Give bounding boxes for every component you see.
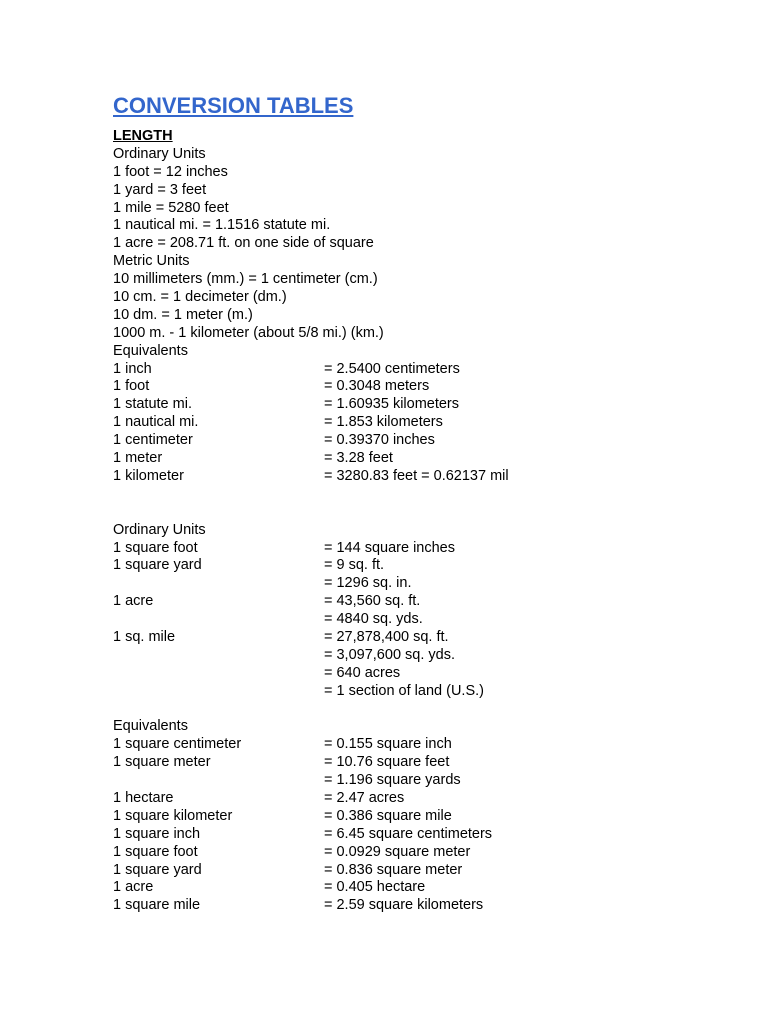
spacer [113, 486, 733, 522]
area-equivalent-value: = 1.196 square yards [324, 772, 461, 789]
table-row [113, 557, 733, 575]
table-row [113, 593, 733, 611]
equivalent-value: = 3280.83 feet = 0.62137 mil [324, 467, 509, 484]
length-heading: LENGTH [113, 128, 173, 144]
area-unit: 1 square yard [113, 557, 202, 574]
length-ordinary-unit: 1 yard = 3 feet [113, 181, 207, 198]
table-row [113, 361, 733, 379]
table-row [113, 879, 733, 897]
table-row [113, 540, 733, 558]
length-metric-units-label: Metric Units [113, 253, 190, 270]
table-row [113, 772, 733, 790]
length-metric-unit: 1000 m. - 1 kilometer (about 5/8 mi.) (km.) [113, 324, 384, 341]
area-equivalent-unit: 1 square centimeter [113, 736, 242, 753]
table-row [113, 468, 733, 486]
area-equivalent-unit: 1 square inch [113, 825, 201, 842]
length-equivalents-label: Equivalents [113, 342, 188, 359]
table-row [113, 790, 733, 808]
area-equivalent-value: = 2.59 square kilometers [324, 897, 484, 914]
table-row [113, 647, 733, 665]
area-value: = 144 square inches [324, 539, 455, 556]
spacer [113, 701, 733, 719]
area-unit: 1 sq. mile [113, 628, 176, 645]
area-unit [113, 611, 324, 629]
equivalent-unit: 1 meter [113, 450, 163, 467]
table-row [113, 683, 733, 701]
area-equivalent-unit: 1 hectare [113, 789, 174, 806]
area-unit [113, 575, 324, 593]
equivalent-unit: 1 nautical mi. [113, 414, 199, 431]
area-unit [113, 647, 324, 665]
table-row [113, 629, 733, 647]
area-unit [113, 665, 324, 683]
equivalent-unit: 1 inch [113, 360, 152, 377]
area-equivalent-unit [113, 772, 324, 790]
page-title: CONVERSION TABLES [113, 93, 354, 118]
equivalent-value: = 0.3048 meters [324, 378, 430, 395]
area-unit: 1 square foot [113, 539, 198, 556]
table-row [113, 736, 733, 754]
area-value: = 640 acres [324, 664, 401, 681]
equivalent-value: = 0.39370 inches [324, 432, 435, 449]
table-row [113, 450, 733, 468]
length-metric-unit: 10 dm. = 1 meter (m.) [113, 306, 253, 323]
area-unit: 1 acre [113, 593, 154, 610]
area-value: = 43,560 sq. ft. [324, 593, 421, 610]
equivalent-unit: 1 foot [113, 378, 150, 395]
length-ordinary-units-label: Ordinary Units [113, 145, 206, 162]
area-equivalent-unit: 1 square kilometer [113, 807, 233, 824]
equivalent-value: = 1.853 kilometers [324, 414, 443, 431]
area-equivalent-value: = 2.47 acres [324, 789, 405, 806]
area-unit [113, 683, 324, 701]
area-equivalent-value: = 10.76 square feet [324, 754, 450, 771]
table-row [113, 378, 733, 396]
area-value: = 1296 sq. in. [324, 575, 412, 592]
area-value: = 4840 sq. yds. [324, 611, 423, 628]
table-row [113, 396, 733, 414]
area-equivalent-value: = 0.0929 square meter [324, 843, 471, 860]
length-metric-unit: 10 cm. = 1 decimeter (dm.) [113, 289, 287, 306]
table-row [113, 414, 733, 432]
area-equivalent-value: = 0.405 hectare [324, 879, 426, 896]
area-equivalent-value: = 0.836 square meter [324, 861, 463, 878]
area-equivalent-unit: 1 square mile [113, 897, 201, 914]
area-section [113, 522, 733, 916]
table-row [113, 611, 733, 629]
table-row [113, 897, 733, 915]
area-equivalent-value: = 0.386 square mile [324, 807, 452, 824]
equivalent-value: = 3.28 feet [324, 450, 393, 467]
area-ordinary-units-label: Ordinary Units [113, 521, 206, 538]
area-equivalent-value: = 0.155 square inch [324, 736, 452, 753]
table-row [113, 844, 733, 862]
area-equivalent-value: = 6.45 square centimeters [324, 825, 493, 842]
area-value: = 27,878,400 sq. ft. [324, 628, 449, 645]
area-equivalents-label: Equivalents [113, 718, 188, 735]
table-row [113, 665, 733, 683]
length-ordinary-unit: 1 nautical mi. = 1.1516 statute mi. [113, 217, 331, 234]
area-equivalent-unit: 1 square meter [113, 754, 211, 771]
length-ordinary-unit: 1 acre = 208.71 ft. on one side of square [113, 235, 374, 252]
table-row [113, 754, 733, 772]
area-value: = 9 sq. ft. [324, 557, 385, 574]
area-value: = 3,097,600 sq. yds. [324, 646, 455, 663]
area-equivalent-unit: 1 square yard [113, 861, 202, 878]
table-row [113, 826, 733, 844]
table-row [113, 575, 733, 593]
equivalent-unit: 1 kilometer [113, 467, 184, 484]
length-section [113, 128, 733, 486]
area-value: = 1 section of land (U.S.) [324, 682, 484, 699]
table-row [113, 862, 733, 880]
area-equivalent-unit: 1 acre [113, 879, 154, 896]
length-metric-unit: 10 millimeters (mm.) = 1 centimeter (cm.) [113, 271, 378, 288]
table-row [113, 432, 733, 450]
equivalent-value: = 2.5400 centimeters [324, 360, 460, 377]
area-equivalent-unit: 1 square foot [113, 843, 198, 860]
length-ordinary-unit: 1 foot = 12 inches [113, 163, 228, 180]
equivalent-unit: 1 centimeter [113, 432, 193, 449]
equivalent-unit: 1 statute mi. [113, 396, 192, 413]
equivalent-value: = 1.60935 kilometers [324, 396, 460, 413]
document-page [113, 90, 733, 915]
table-row [113, 808, 733, 826]
length-ordinary-unit: 1 mile = 5280 feet [113, 199, 229, 216]
